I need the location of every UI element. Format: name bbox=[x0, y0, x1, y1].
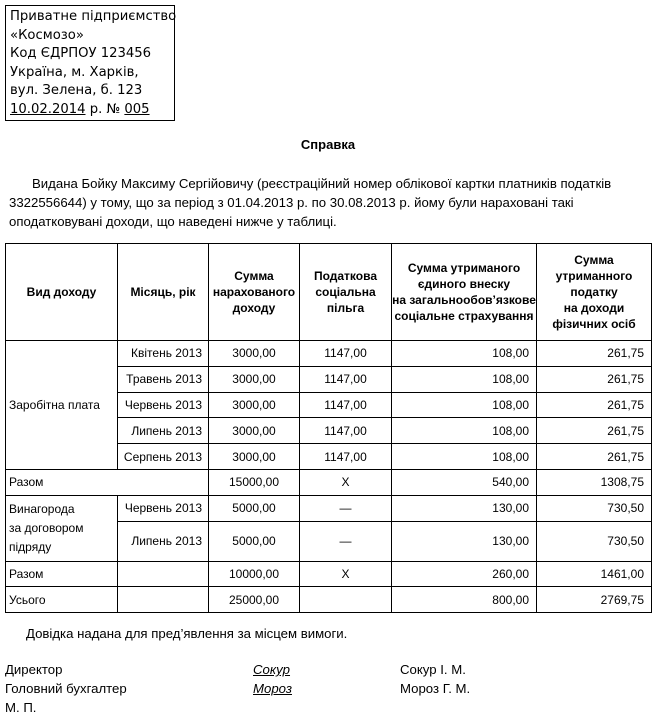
empty-cell bbox=[118, 561, 209, 587]
body-paragraph: Видана Бойку Максиму Сергійовичу (реєстраційний номер облікової картки платників податків 3322556644) у тому, що за період з 01.04.2013 р. по 30.08.2013 р. йому були нараховані такі оподатковувані доходи, що наведені нижче у таблиці. bbox=[9, 176, 612, 229]
header-pdfo-line: Сумма bbox=[574, 253, 614, 267]
header-income-type: Вид доходу bbox=[6, 244, 118, 341]
cell-esv: 260,00 bbox=[392, 561, 537, 587]
cell-esv: 108,00 bbox=[392, 366, 537, 392]
header-accrued-line: Сумма bbox=[234, 269, 274, 283]
header-pdfo-line: фізичних осіб bbox=[552, 317, 636, 331]
grand-total-row bbox=[6, 587, 652, 613]
handwritten-signature: Мороз bbox=[253, 681, 292, 696]
header-esv bbox=[392, 244, 537, 341]
cell-pdfo: 1461,00 bbox=[537, 561, 652, 587]
empty-cell bbox=[118, 587, 209, 613]
cell-pdfo: 1308,75 bbox=[537, 469, 652, 495]
cell-pdfo: 730,50 bbox=[537, 521, 652, 561]
cell-esv: 540,00 bbox=[392, 469, 537, 495]
cell-benefit: 1147,00 bbox=[300, 341, 392, 367]
header-benefit-line: Податкова bbox=[313, 269, 378, 283]
cell-esv: 130,00 bbox=[392, 495, 537, 521]
contract-group-label bbox=[6, 495, 118, 561]
header-accrued-line: нарахованого bbox=[212, 285, 296, 299]
header-pdfo-line: утриманного bbox=[555, 269, 633, 283]
purpose-note: Довідка надана для пред’явлення за місцем вимоги. bbox=[26, 626, 348, 641]
cell-esv: 130,00 bbox=[392, 521, 537, 561]
cell-benefit: 1147,00 bbox=[300, 418, 392, 444]
subtotal-row bbox=[6, 469, 652, 495]
company-brand: «Космозо» bbox=[10, 27, 84, 43]
company-city: Україна, м. Харків, bbox=[10, 64, 139, 80]
empty-cell bbox=[300, 587, 392, 613]
cell-pdfo: 261,75 bbox=[537, 418, 652, 444]
cell-pdfo: 2769,75 bbox=[537, 587, 652, 613]
header-pdfo bbox=[537, 244, 652, 341]
cell-esv: 108,00 bbox=[392, 444, 537, 470]
header-esv-line: Сумма утриманого bbox=[407, 261, 521, 275]
document-date: 10.02.2014 bbox=[10, 101, 86, 117]
company-street: вул. Зелена, б. 123 bbox=[10, 83, 143, 99]
document-date-number bbox=[10, 101, 170, 120]
table-row bbox=[6, 341, 652, 367]
cell-benefit: 1147,00 bbox=[300, 366, 392, 392]
cell-month: Червень 2013 bbox=[118, 495, 209, 521]
document-number: 005 bbox=[124, 101, 150, 117]
subtotal-row bbox=[6, 561, 652, 587]
contract-label-line: за договором bbox=[9, 520, 84, 535]
header-benefit-line: пільга bbox=[326, 301, 365, 315]
contract-label-line: підряду bbox=[9, 539, 52, 554]
header-accrued-line: доходу bbox=[232, 301, 276, 315]
company-code: Код ЄДРПОУ 123456 bbox=[10, 46, 152, 62]
cell-benefit: — bbox=[300, 521, 392, 561]
header-accrued bbox=[209, 244, 300, 341]
signer-name: Мороз Г. М. bbox=[400, 681, 471, 696]
document-title: Справка bbox=[300, 137, 356, 152]
cell-month: Липень 2013 bbox=[118, 521, 209, 561]
cell-pdfo: 261,75 bbox=[537, 341, 652, 367]
cell-accrued: 25000,00 bbox=[209, 587, 300, 613]
table-header-row bbox=[6, 244, 652, 341]
header-pdfo-line: податку bbox=[570, 285, 618, 299]
header-esv-line: на загальнообов’язкове bbox=[392, 293, 536, 307]
cell-month: Квітень 2013 bbox=[118, 341, 209, 367]
cell-benefit: Х bbox=[300, 561, 392, 587]
subtotal-label: Разом bbox=[6, 469, 209, 495]
header-pdfo-line: на доходи bbox=[563, 301, 625, 315]
cell-month: Травень 2013 bbox=[118, 366, 209, 392]
cell-accrued: 5000,00 bbox=[209, 521, 300, 561]
cell-accrued: 3000,00 bbox=[209, 444, 300, 470]
signature-row-accountant bbox=[5, 679, 650, 698]
header-benefit-line: соціальна bbox=[315, 285, 376, 299]
grand-total-label: Усього bbox=[6, 587, 118, 613]
subtotal-label: Разом bbox=[6, 561, 118, 587]
cell-month: Серпень 2013 bbox=[118, 444, 209, 470]
handwritten-signature: Сокур bbox=[253, 662, 291, 677]
contract-label-line: Винагорода bbox=[9, 501, 75, 516]
table-row bbox=[6, 495, 652, 521]
cell-pdfo: 730,50 bbox=[537, 495, 652, 521]
cell-month: Червень 2013 bbox=[118, 392, 209, 418]
cell-benefit: — bbox=[300, 495, 392, 521]
company-stamp-box bbox=[5, 5, 175, 121]
cell-benefit: 1147,00 bbox=[300, 392, 392, 418]
cell-accrued: 3000,00 bbox=[209, 366, 300, 392]
document-number-prefix: р. № bbox=[85, 101, 125, 117]
cell-benefit: 1147,00 bbox=[300, 444, 392, 470]
signature-block bbox=[5, 660, 650, 717]
income-table bbox=[5, 243, 652, 613]
signer-name: Сокур І. М. bbox=[400, 662, 466, 677]
header-esv-line: єдиного внеску bbox=[417, 277, 511, 291]
cell-accrued: 3000,00 bbox=[209, 341, 300, 367]
body-text bbox=[9, 174, 649, 231]
header-benefit bbox=[300, 244, 392, 341]
cell-month: Липень 2013 bbox=[118, 418, 209, 444]
signature-row-director bbox=[5, 660, 650, 679]
cell-benefit: Х bbox=[300, 469, 392, 495]
cell-accrued: 15000,00 bbox=[209, 469, 300, 495]
cell-esv: 108,00 bbox=[392, 392, 537, 418]
salary-group-label: Заробітна плата bbox=[6, 341, 118, 470]
seal-row bbox=[5, 698, 650, 717]
cell-accrued: 5000,00 bbox=[209, 495, 300, 521]
header-esv-line: соціальне страхування bbox=[394, 309, 534, 323]
cell-esv: 108,00 bbox=[392, 341, 537, 367]
cell-pdfo: 261,75 bbox=[537, 444, 652, 470]
header-month: Місяць, рік bbox=[118, 244, 209, 341]
cell-accrued: 3000,00 bbox=[209, 392, 300, 418]
signer-position: Директор bbox=[5, 662, 63, 677]
cell-accrued: 3000,00 bbox=[209, 418, 300, 444]
cell-esv: 108,00 bbox=[392, 418, 537, 444]
seal-label: М. П. bbox=[5, 700, 37, 715]
cell-accrued: 10000,00 bbox=[209, 561, 300, 587]
signer-position: Головний бухгалтер bbox=[5, 681, 127, 696]
cell-esv: 800,00 bbox=[392, 587, 537, 613]
cell-pdfo: 261,75 bbox=[537, 392, 652, 418]
company-name: Приватне підприємство bbox=[10, 9, 177, 24]
cell-pdfo: 261,75 bbox=[537, 366, 652, 392]
